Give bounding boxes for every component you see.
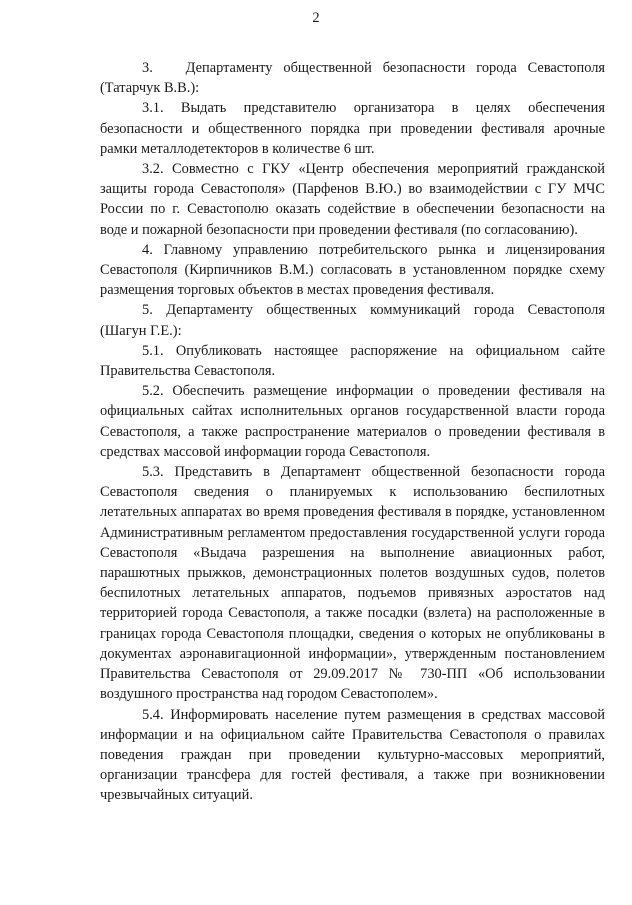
paragraph-5-4: 5.4. Информировать население путем размещения в средствах массовой информации и на официальном сайте Правительства Севастополя о правилах поведения граждан при проведении культурно-массовых мероприятий, организации трансфера для гостей фестиваля, а также при возникновении чрезвычайных ситуаций. — [100, 706, 605, 804]
paragraph-3: 3. Департаменту общественной безопасности города Севастополя (Татарчук В.В.): — [100, 60, 605, 97]
paragraph-4: 4. Главному управлению потребительского рынка и лицензирования Севастополя (Кирпичников В.М.) согласовать в установленном порядке схему размещения торговых объектов в местах проведения фестиваля. — [100, 241, 605, 299]
document-body — [100, 58, 605, 806]
paragraph-3-1: 3.1. Выдать представителю организатора в целях обеспечения безопасности и общественного порядка при проведении фестиваля арочные рамки металлодетекторов в количестве 6 шт. — [100, 100, 605, 157]
paragraph-5-2: 5.2. Обеспечить размещение информации о проведении фестиваля на официальных сайтах исполнительных органов государственной власти города Севастополя, а также распространение материалов о проведении фестиваля в средствах массовой информации города Севастополя. — [100, 383, 605, 460]
paragraph-5-3: 5.3. Представить в Департамент общественной безопасности города Севастополя сведения о планируемых к использованию беспилотных летательных аппаратах во время проведения фестиваля в порядке, установленном Административным регламентом предоставления государственной услуги города Севастополя «Выдача разрешения на выполнение авиационных работ, парашютных прыжков, демонстрационных полетов воздушных судов, полетов беспилотных летательных аппаратов, подъемов привязных аэростатов над территорией города Севастополя, а также посадки (взлета) на расположенные в границах города Севастополя площадки, сведения о которых не опубликованы в документах аэронавигационной информации», утвержденным постановлением Правительства Севастополя от 29.09.2017 № 730-ПП «Об использовании воздушного пространства над городом Севастополем». — [100, 464, 605, 703]
paragraph-5: 5. Департаменту общественных коммуникаций города Севастополя (Шагун Г.Е.): — [100, 302, 605, 339]
paragraph-5-1: 5.1. Опубликовать настоящее распоряжение на официальном сайте Правительства Севастополя. — [100, 342, 605, 380]
paragraph-3-2: 3.2. Совместно с ГКУ «Центр обеспечения мероприятий гражданской защиты города Севастополя» (Парфенов В.Ю.) во взаимодействии с ГУ МЧС России по г. Севастополю оказать содействие в обеспечении безопасности на воде и пожарной безопасности при проведении фестиваля (по согласованию). — [100, 161, 605, 238]
page-number: 2 — [312, 10, 320, 26]
